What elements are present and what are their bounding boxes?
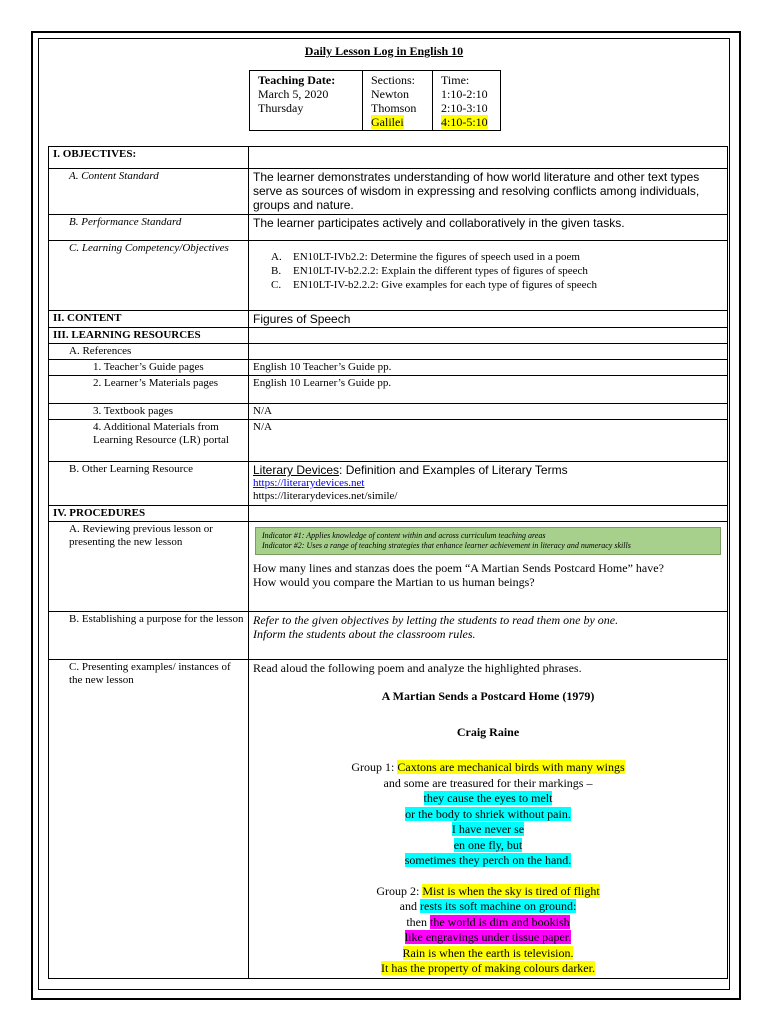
examples-label: C. Presenting examples/ instances of the new lesson [49,660,249,979]
poem-line: like engravings under tissue paper. [404,930,572,944]
poem-line: or the body to shriek without pain. [405,806,571,821]
review-question-2: How would you compare the Martian to us human beings? [253,575,535,589]
content-row [49,311,728,328]
textbook-label: 3. Textbook pages [49,404,249,420]
other-resource-label: B. Other Learning Resource [49,462,249,506]
indicator-box [255,527,721,555]
lesson-log-table [48,146,728,979]
references-label: A. References [49,344,249,360]
examples-cell [249,660,728,979]
poem-line: en one fly, but [453,837,523,852]
section-name: Thomson [371,101,417,115]
poem-line: sometimes they perch on the hand. [404,853,572,867]
content-standard-text: The learner demonstrates understanding of how world literature and other text types serve as sources of wisdom in expressing and resolving conflicts among individuals, groups and nature. [249,169,728,215]
time-label: Time: [441,73,470,87]
time-slot: 1:10-2:10 [441,87,488,101]
sections-cell [363,71,433,131]
content-standard-label: A. Content Standard [49,169,249,215]
poem-line: Group 2: Mist is when the sky is tired of flight [376,883,600,898]
teaching-date-cell [250,71,363,131]
performance-standard-label: B. Performance Standard [49,215,249,241]
poem-line: and some are treasured for their markings – [383,775,593,790]
procedures-row [49,506,728,522]
other-resource-row [49,462,728,506]
list-item: B. EN10LT-IV-b2.2.2: Explain the different types of figures of speech [271,265,588,277]
additional-materials-row [49,420,728,462]
learners-materials-value: English 10 Learner’s Guide pp. [249,376,728,404]
teaching-day-value: Thursday [258,101,304,115]
learners-materials-row [49,376,728,404]
resources-heading: III. LEARNING RESOURCES [49,328,249,344]
examples-row [49,660,728,979]
references-row [49,344,728,360]
purpose-text-1: Refer to the given objectives by letting the students to read them one by one. [253,613,619,627]
procedures-heading: IV. PROCEDURES [49,506,249,522]
additional-materials-label: 4. Additional Materials from Learning Resource (LR) portal [49,420,249,462]
section-name: Newton [371,87,409,101]
reviewing-row [49,522,728,612]
content-standard-row [49,169,728,215]
competency-list [253,250,723,292]
literary-devices-title: Literary Devices [253,463,340,477]
literary-devices-subtitle: : Definition and Examples of Literary Terms [339,463,568,477]
poem-line: and rests its soft machine on ground: [399,899,577,913]
teachers-guide-row [49,360,728,376]
teaching-date-value: March 5, 2020 [258,87,329,101]
competency-row [49,241,728,311]
poem-line: they cause the eyes to melt [423,791,553,805]
list-item: A. EN10LT-IVb2.2: Determine the figures of speech used in a poem [271,251,580,263]
textbook-row [49,404,728,420]
additional-materials-value: N/A [249,420,728,462]
other-resource-cell [249,462,728,506]
reviewing-label: A. Reviewing previous lesson or presenting the new lesson [49,522,249,612]
schedule-table [249,70,501,131]
reviewing-cell [249,522,728,612]
performance-standard-row [49,215,728,241]
simile-url: https://literarydevices.net/simile/ [253,490,398,502]
content-value: Figures of Speech [249,311,728,328]
poem-line: It has the property of making colours darker. [381,961,595,975]
objectives-row [49,147,728,169]
teachers-guide-value: English 10 Teacher’s Guide pp. [249,360,728,376]
section-name-highlighted: Galilei [371,115,404,129]
learners-materials-label: 2. Learner’s Materials pages [49,376,249,404]
purpose-label: B. Establishing a purpose for the lesson [49,612,249,660]
resources-row [49,328,728,344]
teaching-date-label: Teaching Date: [258,73,336,87]
competency-label: C. Learning Competency/Objectives [49,241,249,311]
examples-intro: Read aloud the following poem and analyze the highlighted phrases. [253,661,582,675]
poem-line: Rain is when the earth is television. [402,945,574,960]
time-cell [433,71,501,131]
indicator-1: Indicator #1: Applies knowledge of content within and across curriculum teaching areas [262,531,546,540]
review-question-1: How many lines and stanzas does the poem “A Martian Sends Postcard Home” have? [253,561,664,575]
poem-line: Group 1: Caxtons are mechanical birds with many wings [351,760,625,774]
competency-list-cell [249,241,728,311]
time-slot: 2:10-3:10 [441,101,488,115]
literary-devices-link[interactable]: https://literarydevices.net [253,477,365,489]
document-title: Daily Lesson Log in English 10 [304,44,464,58]
poem-line: I have never se [451,822,525,836]
teachers-guide-label: 1. Teacher’s Guide pages [49,360,249,376]
list-item: C. EN10LT-IV-b2.2.2: Give examples for each type of figures of speech [271,279,597,291]
poem-line: then the world is dim and bookish [406,914,570,929]
poem-author: Craig Raine [456,724,520,739]
time-slot-highlighted: 4:10-5:10 [441,115,488,129]
poem-title: A Martian Sends a Postcard Home (1979) [381,689,595,703]
content-heading: II. CONTENT [49,311,249,328]
textbook-value: N/A [249,404,728,420]
performance-standard-text: The learner participates actively and collaboratively in the given tasks. [249,215,728,241]
indicator-2: Indicator #2: Uses a range of teaching strategies that enhance learner achievement in literacy and numeracy skills [262,541,631,550]
purpose-text-2: Inform the students about the classroom rules. [253,627,476,641]
poem [253,689,723,977]
objectives-heading: I. OBJECTIVES: [49,147,249,169]
purpose-cell [249,612,728,660]
sections-label: Sections: [371,73,415,87]
purpose-row [49,612,728,660]
